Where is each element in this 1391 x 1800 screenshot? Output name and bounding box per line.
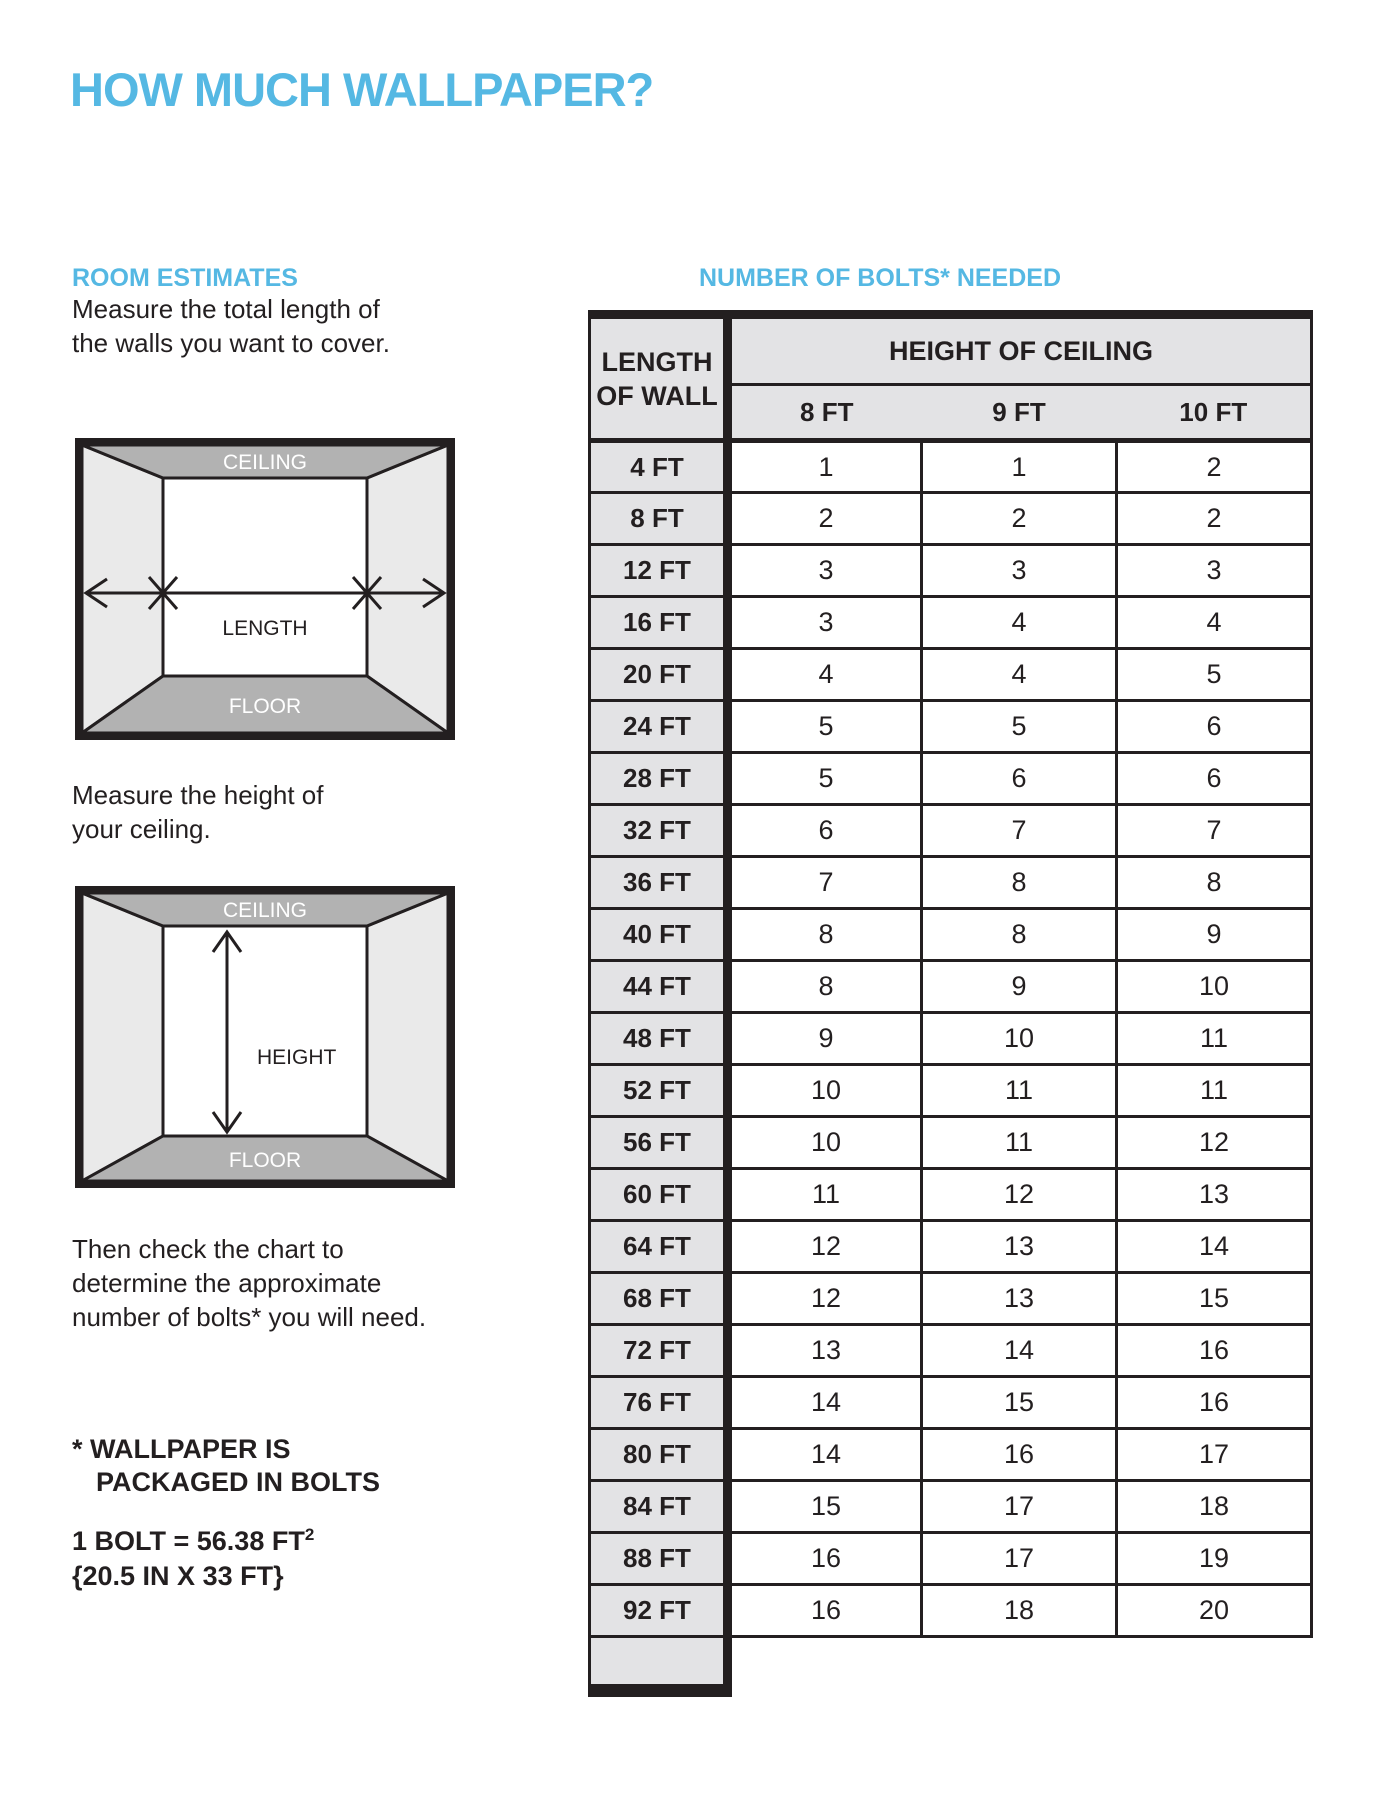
table-row xyxy=(590,1325,1312,1377)
bolt-size-line2: {20.5 IN X 33 FT} xyxy=(72,1561,284,1591)
bolt-count-cell: 15 xyxy=(728,1481,922,1533)
bolt-count-cell: 8 xyxy=(1117,857,1312,909)
table-row xyxy=(590,1221,1312,1273)
bolt-count-cell: 4 xyxy=(922,597,1117,649)
bolt-count-cell: 4 xyxy=(1117,597,1312,649)
bolt-count-cell: 13 xyxy=(922,1221,1117,1273)
bolts-footnote xyxy=(72,1433,380,1499)
bolt-count-cell: 16 xyxy=(922,1429,1117,1481)
bolt-table-body xyxy=(590,441,1312,1637)
row-length-label: 32 FT xyxy=(590,805,728,857)
bolt-count-cell: 16 xyxy=(728,1585,922,1637)
instruction-height-line2: your ceiling. xyxy=(72,814,211,844)
instruction-length xyxy=(72,292,390,360)
bolt-size-line1 xyxy=(72,1524,314,1559)
bolt-count-cell: 17 xyxy=(1117,1429,1312,1481)
bolt-count-cell: 8 xyxy=(728,909,922,961)
footnote-line1: * WALLPAPER IS xyxy=(72,1434,291,1464)
bolt-count-cell: 6 xyxy=(1117,753,1312,805)
row-length-label: 24 FT xyxy=(590,701,728,753)
room-length-diagram xyxy=(75,438,455,740)
table-row xyxy=(590,909,1312,961)
row-length-label: 72 FT xyxy=(590,1325,728,1377)
right-wall xyxy=(367,893,448,1181)
instruction-height xyxy=(72,778,324,846)
bolt-count-cell: 15 xyxy=(1117,1273,1312,1325)
bolt-count-cell: 1 xyxy=(922,441,1117,493)
row-length-label: 52 FT xyxy=(590,1065,728,1117)
row-length-label: 68 FT xyxy=(590,1273,728,1325)
instruction-chart-line1: Then check the chart to xyxy=(72,1234,344,1264)
table-row xyxy=(590,1481,1312,1533)
row-length-label: 64 FT xyxy=(590,1221,728,1273)
footnote-line2: PACKAGED IN BOLTS xyxy=(96,1467,381,1497)
bolt-count-cell: 8 xyxy=(922,857,1117,909)
table-row xyxy=(590,753,1312,805)
table-footer-stub xyxy=(590,1637,1312,1691)
table-row xyxy=(590,1169,1312,1221)
bolt-count-cell: 18 xyxy=(922,1585,1117,1637)
bolt-count-cell: 14 xyxy=(1117,1221,1312,1273)
row-length-label: 8 FT xyxy=(590,493,728,545)
row-length-label: 12 FT xyxy=(590,545,728,597)
floor-label: FLOOR xyxy=(228,1149,302,1172)
bolt-count-cell: 12 xyxy=(922,1169,1117,1221)
bolt-count-cell: 5 xyxy=(728,753,922,805)
bolt-count-cell: 10 xyxy=(1117,961,1312,1013)
row-length-label: 36 FT xyxy=(590,857,728,909)
table-row xyxy=(590,1013,1312,1065)
label-column-stub xyxy=(590,1637,728,1691)
height-of-ceiling-header: HEIGHT OF CEILING xyxy=(728,315,1312,385)
back-wall xyxy=(163,478,367,676)
bolt-count-cell: 14 xyxy=(728,1429,922,1481)
row-length-label: 88 FT xyxy=(590,1533,728,1585)
left-wall xyxy=(82,893,163,1181)
bolt-count-cell: 5 xyxy=(1117,649,1312,701)
bolt-count-cell: 11 xyxy=(922,1117,1117,1169)
instruction-length-line2: the walls you want to cover. xyxy=(72,328,390,358)
bolt-count-cell: 10 xyxy=(728,1065,922,1117)
bolt-count-cell: 20 xyxy=(1117,1585,1312,1637)
table-row xyxy=(590,1585,1312,1637)
ceiling-label: CEILING xyxy=(222,899,308,922)
bolt-count-cell: 7 xyxy=(922,805,1117,857)
bolt-count-cell: 5 xyxy=(922,701,1117,753)
bolt-count-cell: 9 xyxy=(728,1013,922,1065)
bolt-count-cell: 2 xyxy=(728,493,922,545)
bolt-count-cell: 14 xyxy=(922,1325,1117,1377)
table-row xyxy=(590,1273,1312,1325)
bolt-count-cell: 11 xyxy=(728,1169,922,1221)
bolt-count-cell: 13 xyxy=(922,1273,1117,1325)
bolt-count-cell: 17 xyxy=(922,1481,1117,1533)
table-row xyxy=(590,701,1312,753)
bolt-count-cell: 5 xyxy=(728,701,922,753)
bolt-count-cell: 11 xyxy=(922,1065,1117,1117)
length-header-line2: OF WALL xyxy=(596,380,718,411)
floor-label: FLOOR xyxy=(228,695,302,718)
bolt-count-cell: 12 xyxy=(728,1273,922,1325)
row-length-label: 84 FT xyxy=(590,1481,728,1533)
ceiling-label: CEILING xyxy=(222,451,308,474)
bolts-table xyxy=(588,310,1313,1697)
bolts-needed-heading: NUMBER OF BOLTS* NEEDED xyxy=(698,264,1062,292)
bolt-count-cell: 8 xyxy=(728,961,922,1013)
bolt-count-cell: 10 xyxy=(728,1117,922,1169)
instruction-length-line1: Measure the total length of xyxy=(72,294,380,324)
bolt-count-cell: 16 xyxy=(728,1533,922,1585)
bolt-count-cell: 3 xyxy=(922,545,1117,597)
table-row xyxy=(590,1377,1312,1429)
bolt-count-cell: 15 xyxy=(922,1377,1117,1429)
bolt-count-cell: 11 xyxy=(1117,1065,1312,1117)
instruction-height-line1: Measure the height of xyxy=(72,780,324,810)
room-height-diagram xyxy=(75,886,455,1188)
bolt-count-cell: 4 xyxy=(728,649,922,701)
row-length-label: 56 FT xyxy=(590,1117,728,1169)
bolt-count-cell: 11 xyxy=(1117,1013,1312,1065)
row-length-label: 28 FT xyxy=(590,753,728,805)
bolt-count-cell: 3 xyxy=(1117,545,1312,597)
bolt-count-cell: 12 xyxy=(1117,1117,1312,1169)
bolt-count-cell: 8 xyxy=(922,909,1117,961)
bolt-count-cell: 13 xyxy=(728,1325,922,1377)
bolt-count-cell: 18 xyxy=(1117,1481,1312,1533)
row-length-label: 48 FT xyxy=(590,1013,728,1065)
row-length-label: 60 FT xyxy=(590,1169,728,1221)
bolt-count-cell: 14 xyxy=(728,1377,922,1429)
row-length-label: 4 FT xyxy=(590,441,728,493)
bolt-count-cell: 19 xyxy=(1117,1533,1312,1585)
row-length-label: 20 FT xyxy=(590,649,728,701)
bolt-size-superscript: 2 xyxy=(304,1525,315,1544)
table-row xyxy=(590,545,1312,597)
bolt-size-info xyxy=(72,1524,314,1594)
instruction-chart-line2: determine the approximate xyxy=(72,1268,382,1298)
ceiling-9ft-header: 9 FT xyxy=(922,385,1117,441)
table-row xyxy=(590,1117,1312,1169)
row-length-label: 92 FT xyxy=(590,1585,728,1637)
bolt-count-cell: 16 xyxy=(1117,1325,1312,1377)
bolt-count-cell: 2 xyxy=(1117,441,1312,493)
table-row xyxy=(590,805,1312,857)
row-length-label: 16 FT xyxy=(590,597,728,649)
bolt-count-cell: 6 xyxy=(922,753,1117,805)
table-row xyxy=(590,1065,1312,1117)
bolt-size-text: 1 BOLT = 56.38 FT xyxy=(72,1526,305,1556)
back-wall xyxy=(163,926,367,1136)
table-row xyxy=(590,961,1312,1013)
row-length-label: 76 FT xyxy=(590,1377,728,1429)
instruction-chart-line3: number of bolts* you will need. xyxy=(72,1302,427,1332)
bolt-count-cell: 9 xyxy=(922,961,1117,1013)
bolt-count-cell: 3 xyxy=(728,545,922,597)
table-row xyxy=(590,597,1312,649)
table-row xyxy=(590,1429,1312,1481)
length-of-wall-header xyxy=(590,315,728,441)
table-row xyxy=(590,649,1312,701)
table-row xyxy=(590,857,1312,909)
table-header-row-1 xyxy=(590,315,1312,385)
length-label: LENGTH xyxy=(222,617,308,640)
bolt-count-cell: 10 xyxy=(922,1013,1117,1065)
height-label: HEIGHT xyxy=(257,1046,337,1069)
ceiling-10ft-header: 10 FT xyxy=(1117,385,1312,441)
page-title: HOW MUCH WALLPAPER? xyxy=(70,63,654,116)
bolt-count-cell: 6 xyxy=(1117,701,1312,753)
room-estimates-heading: ROOM ESTIMATES xyxy=(72,264,298,292)
bolt-count-cell: 7 xyxy=(728,857,922,909)
instruction-chart xyxy=(72,1232,426,1334)
table-row xyxy=(590,441,1312,493)
table-row xyxy=(590,493,1312,545)
stub-empty-area xyxy=(728,1637,1312,1691)
bolt-count-cell: 1 xyxy=(728,441,922,493)
bolt-count-cell: 2 xyxy=(1117,493,1312,545)
bolt-count-cell: 9 xyxy=(1117,909,1312,961)
row-length-label: 44 FT xyxy=(590,961,728,1013)
table-row xyxy=(590,1533,1312,1585)
bolt-count-cell: 16 xyxy=(1117,1377,1312,1429)
row-length-label: 80 FT xyxy=(590,1429,728,1481)
row-length-label: 40 FT xyxy=(590,909,728,961)
bolt-count-cell: 13 xyxy=(1117,1169,1312,1221)
bolts-table-container xyxy=(588,310,1313,1697)
bolt-count-cell: 12 xyxy=(728,1221,922,1273)
bolt-count-cell: 4 xyxy=(922,649,1117,701)
bolt-count-cell: 3 xyxy=(728,597,922,649)
bolt-count-cell: 2 xyxy=(922,493,1117,545)
bolt-count-cell: 17 xyxy=(922,1533,1117,1585)
ceiling-8ft-header: 8 FT xyxy=(728,385,922,441)
bolt-count-cell: 7 xyxy=(1117,805,1312,857)
bolt-count-cell: 6 xyxy=(728,805,922,857)
length-header-line1: LENGTH xyxy=(601,346,713,377)
